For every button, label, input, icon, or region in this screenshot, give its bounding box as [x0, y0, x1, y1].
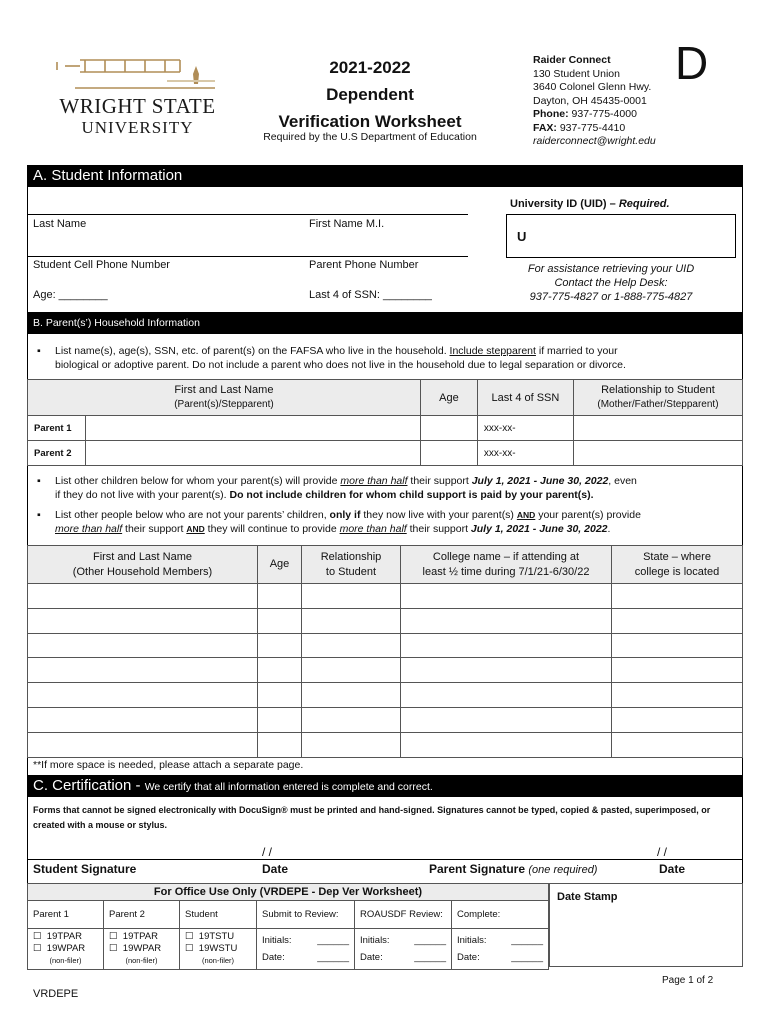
office-parent1-options: ☐ 19TPAR ☐ 19WPAR (non-filer): [28, 929, 104, 970]
section-b-title: B. Parent(s’) Household Information: [27, 312, 743, 334]
checkbox-19tpar-2[interactable]: ☐ 19TPAR: [109, 931, 158, 942]
col-relationship: Relationship to Student (Mother/Father/Stepparent): [573, 380, 742, 416]
col-office-student: Student: [180, 901, 257, 929]
parent2-ssn-cell[interactable]: xxx-xx-: [477, 441, 573, 466]
bullet-icon: ▪: [37, 345, 41, 357]
help-line2: Contact the Help Desk:: [554, 277, 668, 289]
form-code: VRDEPE: [33, 988, 79, 1000]
page-number: Page 1 of 2: [662, 975, 714, 986]
parent1-ssn-cell[interactable]: xxx-xx-: [477, 416, 573, 441]
logo-line2: UNIVERSITY: [81, 118, 194, 137]
logo-line1: WRIGHT STATE: [59, 94, 216, 118]
phone: 937-775-4000: [571, 108, 637, 120]
col-member-name: First and Last Name (Other Household Members): [28, 546, 258, 584]
parent-signature-label[interactable]: Parent Signature (one required): [429, 862, 598, 876]
last-name-label: Last Name: [33, 218, 87, 230]
signature-line: [27, 859, 743, 860]
parent-date-slashes: / /: [657, 845, 668, 859]
col-member-relationship: Relationship to Student: [302, 546, 401, 584]
cell-phone-label: Student Cell Phone Number: [33, 259, 170, 271]
checkbox-19wstu[interactable]: ☐ 19WSTU: [185, 943, 238, 954]
fax: 937-775-4410: [559, 121, 626, 134]
parent1-age-cell[interactable]: [420, 416, 477, 441]
title-line2: Dependent: [326, 85, 414, 104]
bullet-icon: ▪: [37, 509, 41, 521]
col-state: State – where college is located: [612, 546, 743, 584]
form-subtitle: Required by the U.S Department of Education: [263, 131, 477, 143]
uid-label: University ID (UID) – Required.: [510, 198, 670, 210]
date-stamp-box: Date Stamp: [549, 883, 743, 967]
table-row[interactable]: [28, 683, 743, 708]
instruction-bullet-2: ▪ List other children below for whom your parent(s) will provide more than half their support July 1, 2021 - June 30, 2022, even if they do not live with your parent(s). Do not include children for whom child support is paid by your parent(s).: [37, 475, 637, 501]
parent2-rel-cell[interactable]: [573, 441, 742, 466]
table-row[interactable]: [28, 732, 743, 757]
form-letter: D: [675, 37, 709, 89]
title-year: 2021-2022: [329, 58, 411, 77]
contact-info: [533, 54, 693, 149]
col-office-parent2: Parent 2: [104, 901, 180, 929]
col-age: Age: [420, 380, 477, 416]
office-parent2-options: ☐ 19TPAR ☐ 19WPAR (non-filer): [104, 929, 180, 970]
parent2-age-cell[interactable]: [420, 441, 477, 466]
parent2-label: Parent 2: [28, 441, 86, 466]
office-use-header: For Office Use Only (VRDEPE - Dep Ver Worksheet): [28, 884, 549, 901]
checkbox-19tstu[interactable]: ☐ 19TSTU: [185, 931, 235, 942]
contact-addr1: 130 Student Union: [533, 67, 620, 80]
instruction-bullet-1: ▪ List name(s), age(s), SSN, etc. of parent(s) on the FAFSA who live in the household. Include stepparent if married to your biological or adoptive parent. Do not include a parent who does not live in the household due to legal separation or divorce.: [37, 345, 626, 371]
office-roausdf-fields[interactable]: Initials: ______ Date: ______: [355, 929, 452, 970]
parents-table: [27, 379, 743, 466]
table-row[interactable]: [28, 608, 743, 633]
office-student-options: ☐ 19TSTU ☐ 19WSTU (non-filer): [180, 929, 257, 970]
help-line3: 937-775-4827 or 1-888-775-4827: [529, 291, 693, 303]
col-member-age: Age: [258, 546, 302, 584]
parent1-label: Parent 1: [28, 416, 86, 441]
office-submit-fields[interactable]: Initials: ______ Date: ______: [257, 929, 355, 970]
extra-space-note: **If more space is needed, please attach a separate page.: [33, 759, 304, 771]
table-row: [28, 416, 743, 441]
section-c-title: C. Certification - We certify that all information entered is complete and correct.: [27, 775, 743, 797]
signature-instructions: Forms that cannot be signed electronically with DocuSign® must be printed and hand-signed. Signatures cannot be typed, copied & pasted, superimposed, or created with a mouse or stylus.: [33, 805, 711, 830]
col-office-roausdf: ROAUSDF Review:: [355, 901, 452, 929]
student-signature-label[interactable]: Student Signature: [33, 862, 137, 876]
parent1-name-cell[interactable]: [86, 416, 421, 441]
parent-phone-label: Parent Phone Number: [309, 259, 419, 271]
parent2-name-cell[interactable]: [86, 441, 421, 466]
col-ssn: Last 4 of SSN: [477, 380, 573, 416]
section-a-title: A. Student Information: [27, 165, 743, 187]
office-complete-fields[interactable]: Initials: ______ Date: ______: [452, 929, 549, 970]
first-name-label: First Name M.I.: [309, 218, 385, 230]
contact-addr3: Dayton, OH 45435-0001: [533, 94, 647, 107]
ssn-field[interactable]: Last 4 of SSN: ________: [309, 289, 432, 301]
col-office-submit: Submit to Review:: [257, 901, 355, 929]
phone-label: Phone:: [533, 108, 569, 120]
wright-state-logo: [55, 52, 220, 142]
table-row: [28, 441, 743, 466]
wright-flyer-icon: [55, 52, 220, 94]
table-row[interactable]: [28, 584, 743, 609]
checkbox-19tpar[interactable]: ☐ 19TPAR: [33, 931, 82, 942]
contact-addr2: 3640 Colonel Glenn Hwy.: [533, 81, 652, 93]
age-field[interactable]: Age: ________: [33, 289, 108, 301]
household-members-table: [27, 545, 743, 758]
checkbox-19wpar-2[interactable]: ☐ 19WPAR: [109, 943, 162, 954]
col-office-parent1: Parent 1: [28, 901, 104, 929]
office-use-table: [27, 883, 549, 970]
title-line3: Verification Worksheet: [278, 112, 462, 131]
uid-required: Required.: [618, 198, 670, 210]
uid-help: [506, 262, 716, 304]
contact-name: Raider Connect: [533, 54, 611, 66]
uid-input[interactable]: U: [506, 214, 736, 258]
parent-date-label[interactable]: Date: [659, 862, 686, 876]
help-line1: For assistance retrieving your UID: [527, 263, 695, 275]
checkbox-19wpar[interactable]: ☐ 19WPAR: [33, 943, 86, 954]
bullet-icon: ▪: [37, 475, 41, 487]
rule: [27, 214, 468, 215]
table-row[interactable]: [28, 633, 743, 658]
table-row[interactable]: [28, 658, 743, 683]
col-parent-name: First and Last Name (Parent(s)/Stepparent): [28, 380, 421, 416]
instruction-bullet-3: ▪ List other people below who are not your parents’ children, only if they now live with your parent(s) AND your parent(s) provide more than half their support AND they will continue to provide more than half their support July 1, 2021 - June 30, 2022.: [37, 509, 641, 535]
form-title: [250, 54, 490, 135]
table-row[interactable]: [28, 707, 743, 732]
rule: [27, 256, 468, 257]
student-date-slashes: / /: [262, 845, 273, 859]
col-office-complete: Complete:: [452, 901, 549, 929]
fax-label: FAX:: [533, 121, 557, 134]
col-college: College name – if attending at least ½ time during 7/1/21-6/30/22: [401, 546, 612, 584]
parent1-rel-cell[interactable]: [573, 416, 742, 441]
student-date-label[interactable]: Date: [262, 862, 289, 876]
contact-email[interactable]: raiderconnect@wright.edu: [533, 135, 656, 147]
